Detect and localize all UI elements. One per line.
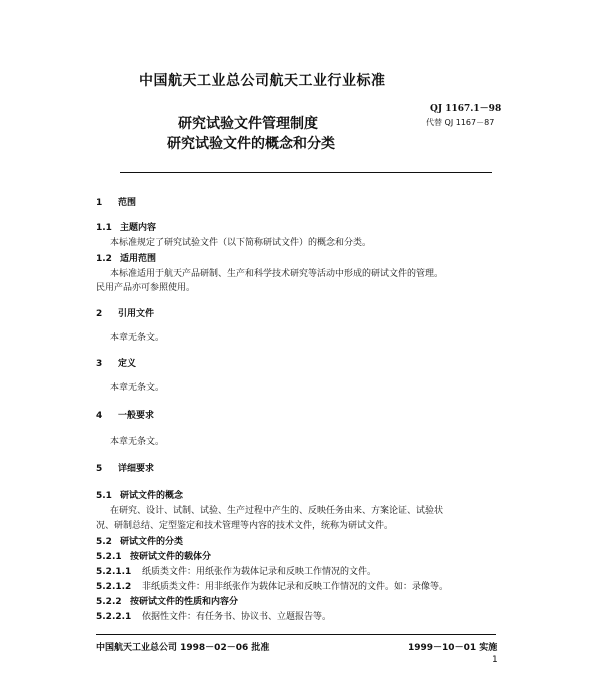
body-text: 在研究、设计、试制、试验、生产过程中产生的、反映任务由来、方案论证、试验状 bbox=[110, 506, 444, 516]
section-heading: 4 一般要求 bbox=[96, 411, 155, 421]
section-heading: 5 详细要求 bbox=[96, 464, 155, 474]
issuing-organization: 中国航天工业总公司航天工业行业标准 bbox=[139, 73, 386, 89]
document-title-line1: 研究试验文件管理制度 bbox=[178, 116, 318, 132]
body-text: 民用产品亦可参照使用。 bbox=[96, 283, 196, 293]
clause-text: 5.2.1.2 非纸质类文件：用非纸张作为载体记录和反映工作情况的文件。如：录像等。 bbox=[96, 582, 449, 592]
section-heading: 3 定义 bbox=[96, 359, 137, 369]
header-divider bbox=[120, 172, 492, 173]
effective-date: 1999－10－01 实施 bbox=[408, 643, 498, 653]
section-heading: 2 引用文件 bbox=[96, 309, 155, 319]
clause-text: 5.2.2.1 依据性文件：有任务书、协议书、立题报告等。 bbox=[96, 612, 332, 622]
body-text: 本章无条文。 bbox=[110, 333, 165, 343]
section-heading: 1 范围 bbox=[96, 198, 137, 208]
supersedes-note: 代替 QJ 1167－87 bbox=[426, 118, 495, 127]
document-title-line2: 研究试验文件的概念和分类 bbox=[167, 136, 335, 152]
approval-statement: 中国航天工业总公司 1998－02－06 批准 bbox=[96, 643, 270, 653]
clause-heading: 5.2.1 按研试文件的载体分 bbox=[96, 552, 212, 562]
page-number: 1 bbox=[492, 655, 498, 665]
subsection-heading: 1.1 主题内容 bbox=[96, 223, 157, 233]
body-text: 况、研制总结、定型鉴定和技术管理等内容的技术文件，统称为研试文件。 bbox=[96, 521, 394, 531]
subsection-heading: 1.2 适用范围 bbox=[96, 254, 157, 264]
standard-code: QJ 1167.1－98 bbox=[430, 104, 502, 114]
subsection-heading: 5.1 研试文件的概念 bbox=[96, 491, 184, 501]
body-text: 本标准适用于航天产品研制、生产和科学技术研究等活动中形成的研试文件的管理。 bbox=[110, 269, 444, 279]
body-text: 本章无条文。 bbox=[110, 383, 165, 393]
subsection-heading: 5.2 研试文件的分类 bbox=[96, 537, 184, 547]
body-text: 本标准规定了研究试验文件（以下简称研试文件）的概念和分类。 bbox=[110, 238, 372, 248]
clause-text: 5.2.1.1 纸质类文件：用纸张作为载体记录和反映工作情况的文件。 bbox=[96, 567, 377, 577]
body-text: 本章无条文。 bbox=[110, 437, 165, 447]
footer-divider bbox=[96, 634, 496, 635]
clause-heading: 5.2.2 按研试文件的性质和内容分 bbox=[96, 597, 239, 607]
